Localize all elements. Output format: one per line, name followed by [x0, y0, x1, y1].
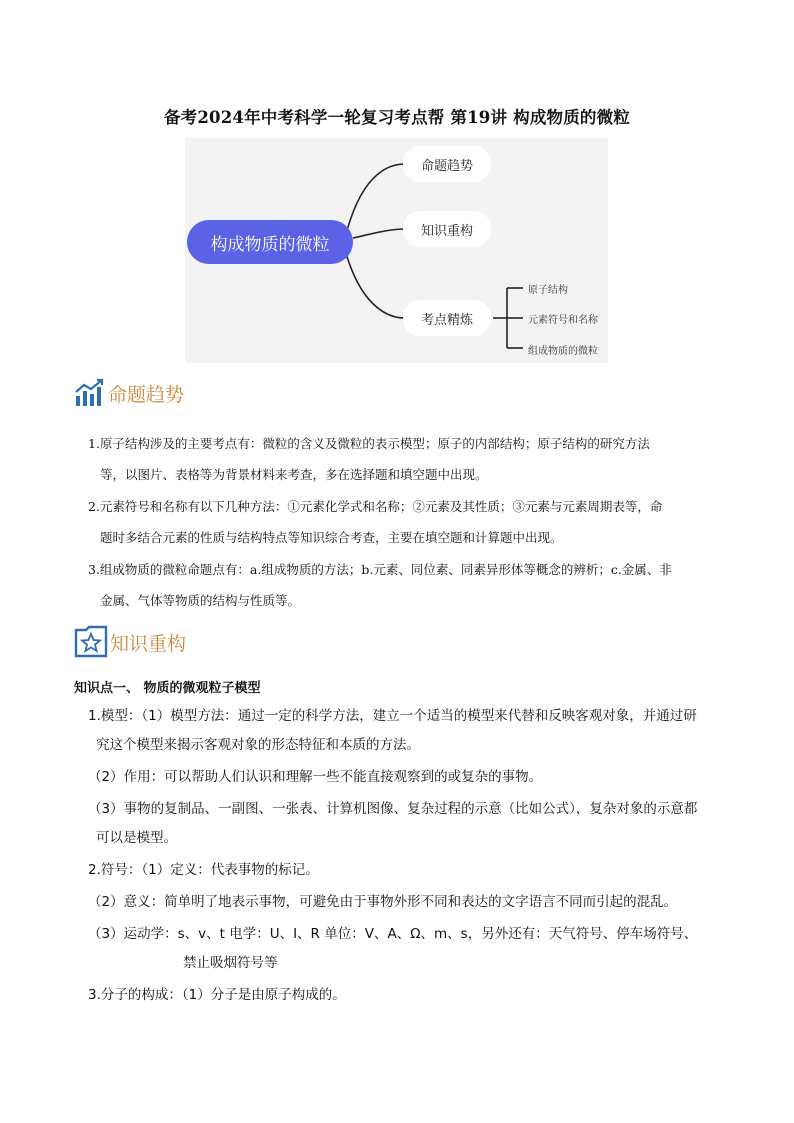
- text-line: 2.元素符号和名称有以下几种方法：①元素化学式和名称；②元素及其性质；③元素与元素周期表等，命: [88, 499, 663, 514]
- text-line: （3）运动学：s、v、t 电学：U、I、R 单位：V、A、Ω、m、s，另外还有：天气符号、停车场符号、: [88, 926, 698, 942]
- mind-map-branch: 命题趋势: [403, 146, 491, 182]
- text-line: 金属、气体等物质的结构与性质等。: [100, 593, 301, 608]
- text-line: 1.模型：（1）模型方法：通过一定的科学方法，建立一个适当的模型来代替和反映客观对象，并通过研: [88, 708, 697, 724]
- mind-map: [185, 138, 608, 363]
- text-line: 究这个模型来揭示客观对象的形态特征和本质的方法。: [96, 737, 420, 753]
- mind-map-leaf: 元素符号和名称: [528, 315, 598, 326]
- text-line: 等，以图片、表格等为背景材料来考查，多在选择题和填空题中出现。: [100, 467, 488, 482]
- mind-map-leaf: 原子结构: [528, 285, 568, 296]
- page-title: 备考2024年中考科学一轮复习考点帮 第19讲 构成物质的微粒: [163, 108, 631, 127]
- trend-item-3: [88, 554, 672, 616]
- text-line: 3.分子的构成：（1）分子是由原子构成的。: [88, 987, 346, 1003]
- section-heading-knowledge: [74, 624, 186, 660]
- text-line: 题时多结合元素的性质与结构特点等知识综合考查，主要在填空题和计算题中出现。: [100, 530, 563, 545]
- knowledge-text: [88, 702, 697, 1010]
- mind-map-branch: 考点精炼: [403, 300, 491, 336]
- text-line: 2.符号：（1）定义：代表事物的标记。: [88, 862, 319, 878]
- text-line: （3）事物的复制品、一副图、一张表、计算机图像、复杂过程的示意（比如公式），复杂对象的示意都: [88, 801, 698, 817]
- text-line: 可以是模型。: [96, 830, 177, 846]
- mind-map-branch: 知识重构: [403, 211, 491, 247]
- text-line: 1.原子结构涉及的主要考点有：微粒的含义及微粒的表示模型；原子的内部结构；原子结构的研究方法: [88, 436, 650, 451]
- section-heading-label: 知识重构: [110, 632, 187, 655]
- text-line: 禁止吸烟符号等: [183, 955, 278, 971]
- chart-trend-icon: [74, 378, 106, 408]
- text-line: （2）作用：可以帮助人们认识和理解一些不能直接观察到的或复杂的事物。: [88, 769, 543, 785]
- mind-map-leaf: 组成物质的微粒: [528, 346, 598, 357]
- knowledge-point-title: 知识点一、 物质的微观粒子模型: [74, 681, 261, 696]
- trend-item-2: [88, 491, 662, 553]
- trend-item-1: [88, 428, 650, 490]
- star-folder-icon: [74, 624, 108, 660]
- section-heading-trend: [74, 378, 184, 408]
- text-line: （2）意义：简单明了地表示事物，可避免由于事物外形不同和表达的文字语言不同而引起的混乱。: [88, 894, 678, 910]
- text-line: 3.组成物质的微粒命题点有：a.组成物质的方法；b.元素、同位素、同素异形体等概念的辨析；c.金属、非: [88, 562, 672, 577]
- section-heading-label: 命题趋势: [108, 383, 185, 406]
- mind-map-root: 构成物质的微粒: [187, 220, 353, 264]
